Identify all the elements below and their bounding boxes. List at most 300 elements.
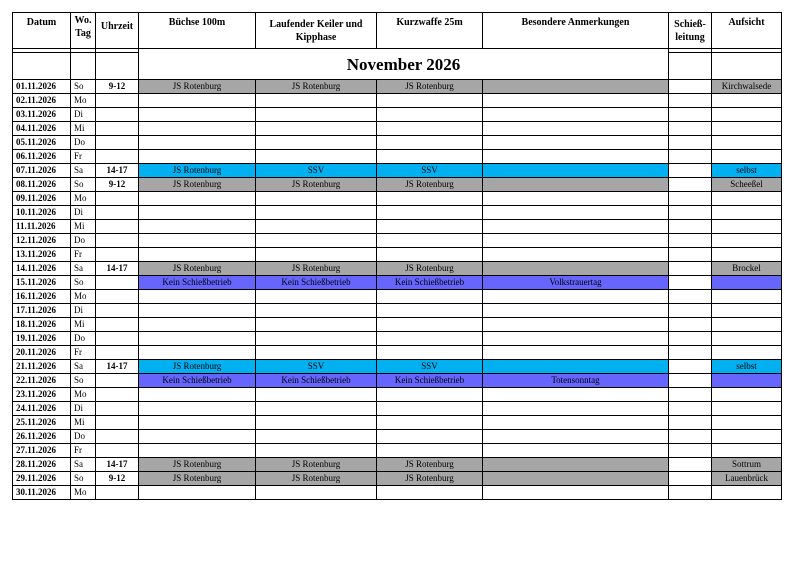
table-row bbox=[13, 332, 782, 346]
cell-buechse bbox=[139, 136, 256, 150]
cell-aufsicht bbox=[712, 122, 782, 136]
cell-leitung bbox=[669, 416, 712, 430]
cell-zeit bbox=[96, 108, 139, 122]
cell-datum: 27.11.2026 bbox=[13, 444, 71, 458]
cell-leitung bbox=[669, 192, 712, 206]
header-kurzwaffe: Kurzwaffe 25m bbox=[377, 13, 483, 49]
cell-zeit bbox=[96, 234, 139, 248]
cell-datum: 17.11.2026 bbox=[13, 304, 71, 318]
cell-anm bbox=[483, 486, 669, 500]
table-row bbox=[13, 234, 782, 248]
cell-datum: 07.11.2026 bbox=[13, 164, 71, 178]
cell-buechse: JS Rotenburg bbox=[139, 164, 256, 178]
cell-tag: Mi bbox=[71, 416, 96, 430]
cell-buechse bbox=[139, 234, 256, 248]
cell-aufsicht bbox=[712, 136, 782, 150]
table-row bbox=[13, 360, 782, 374]
cell-buechse bbox=[139, 192, 256, 206]
table-row bbox=[13, 178, 782, 192]
cell-zeit bbox=[96, 430, 139, 444]
cell-buechse bbox=[139, 108, 256, 122]
cell-buechse bbox=[139, 248, 256, 262]
cell-kurz bbox=[377, 416, 483, 430]
cell-anm bbox=[483, 318, 669, 332]
cell-tag: So bbox=[71, 374, 96, 388]
cell-leitung bbox=[669, 122, 712, 136]
table-row bbox=[13, 262, 782, 276]
cell-zeit: 14-17 bbox=[96, 164, 139, 178]
cell-anm: Totensonntag bbox=[483, 374, 669, 388]
cell-tag: Di bbox=[71, 402, 96, 416]
cell-aufsicht bbox=[712, 192, 782, 206]
cell-zeit bbox=[96, 220, 139, 234]
header-datum: Datum bbox=[13, 13, 71, 49]
cell-keiler: SSV bbox=[256, 360, 377, 374]
cell-leitung bbox=[669, 234, 712, 248]
table-row bbox=[13, 402, 782, 416]
cell-keiler bbox=[256, 122, 377, 136]
cell-keiler: SSV bbox=[256, 164, 377, 178]
cell-keiler bbox=[256, 430, 377, 444]
cell-zeit bbox=[96, 150, 139, 164]
cell-leitung bbox=[669, 178, 712, 192]
cell-buechse bbox=[139, 94, 256, 108]
cell-tag: Mo bbox=[71, 192, 96, 206]
cell-zeit bbox=[96, 318, 139, 332]
cell-keiler bbox=[256, 192, 377, 206]
cell-aufsicht: Brockel bbox=[712, 262, 782, 276]
cell-datum: 09.11.2026 bbox=[13, 192, 71, 206]
cell-zeit bbox=[96, 486, 139, 500]
cell-aufsicht bbox=[712, 402, 782, 416]
cell-buechse: Kein Schießbetrieb bbox=[139, 374, 256, 388]
cell-zeit bbox=[96, 374, 139, 388]
cell-zeit bbox=[96, 248, 139, 262]
cell-datum: 03.11.2026 bbox=[13, 108, 71, 122]
table-row bbox=[13, 472, 782, 486]
cell-leitung bbox=[669, 164, 712, 178]
cell-tag: Mi bbox=[71, 122, 96, 136]
cell-tag: Fr bbox=[71, 248, 96, 262]
cell-kurz bbox=[377, 430, 483, 444]
cell-keiler bbox=[256, 444, 377, 458]
cell-leitung bbox=[669, 136, 712, 150]
cell-aufsicht bbox=[712, 374, 782, 388]
cell-anm bbox=[483, 444, 669, 458]
cell-buechse bbox=[139, 206, 256, 220]
cell-zeit bbox=[96, 192, 139, 206]
table-row bbox=[13, 318, 782, 332]
cell-kurz bbox=[377, 248, 483, 262]
cell-anm bbox=[483, 164, 669, 178]
cell-datum: 10.11.2026 bbox=[13, 206, 71, 220]
cell-buechse bbox=[139, 220, 256, 234]
cell-tag: Do bbox=[71, 234, 96, 248]
cell-zeit bbox=[96, 388, 139, 402]
table-row bbox=[13, 206, 782, 220]
cell-tag: Fr bbox=[71, 346, 96, 360]
cell-datum: 05.11.2026 bbox=[13, 136, 71, 150]
cell-aufsicht: selbst bbox=[712, 164, 782, 178]
cell-buechse: JS Rotenburg bbox=[139, 262, 256, 276]
cell-leitung bbox=[669, 304, 712, 318]
cell-aufsicht bbox=[712, 486, 782, 500]
cell-anm bbox=[483, 206, 669, 220]
cell-datum: 16.11.2026 bbox=[13, 290, 71, 304]
cell-kurz bbox=[377, 444, 483, 458]
cell-kurz bbox=[377, 486, 483, 500]
cell-aufsicht bbox=[712, 108, 782, 122]
cell-leitung bbox=[669, 80, 712, 94]
cell-aufsicht bbox=[712, 234, 782, 248]
cell-anm bbox=[483, 122, 669, 136]
cell-buechse bbox=[139, 332, 256, 346]
header-wotag: Wo. Tag bbox=[71, 13, 96, 49]
table-row bbox=[13, 290, 782, 304]
cell-anm bbox=[483, 360, 669, 374]
cell-kurz: JS Rotenburg bbox=[377, 262, 483, 276]
cell-anm bbox=[483, 346, 669, 360]
table-row bbox=[13, 458, 782, 472]
cell-datum: 29.11.2026 bbox=[13, 472, 71, 486]
cell-zeit bbox=[96, 402, 139, 416]
cell-tag: So bbox=[71, 276, 96, 290]
cell-kurz: JS Rotenburg bbox=[377, 472, 483, 486]
cell-zeit bbox=[96, 290, 139, 304]
cell-leitung bbox=[669, 388, 712, 402]
cell-kurz bbox=[377, 388, 483, 402]
cell-anm bbox=[483, 416, 669, 430]
cell-datum: 08.11.2026 bbox=[13, 178, 71, 192]
cell-datum: 01.11.2026 bbox=[13, 80, 71, 94]
cell-leitung bbox=[669, 346, 712, 360]
cell-leitung bbox=[669, 290, 712, 304]
cell-buechse: Kein Schießbetrieb bbox=[139, 276, 256, 290]
cell-zeit bbox=[96, 122, 139, 136]
table-row bbox=[13, 122, 782, 136]
cell-leitung bbox=[669, 220, 712, 234]
cell-anm bbox=[483, 388, 669, 402]
cell-tag: Sa bbox=[71, 262, 96, 276]
cell-buechse bbox=[139, 430, 256, 444]
cell-kurz bbox=[377, 290, 483, 304]
cell-buechse bbox=[139, 304, 256, 318]
cell-anm bbox=[483, 150, 669, 164]
table-row bbox=[13, 486, 782, 500]
cell-keiler: Kein Schießbetrieb bbox=[256, 276, 377, 290]
cell-zeit bbox=[96, 332, 139, 346]
table-row bbox=[13, 304, 782, 318]
cell-anm bbox=[483, 136, 669, 150]
cell-datum: 15.11.2026 bbox=[13, 276, 71, 290]
cell-anm bbox=[483, 430, 669, 444]
cell-kurz bbox=[377, 150, 483, 164]
cell-leitung bbox=[669, 374, 712, 388]
cell-aufsicht bbox=[712, 332, 782, 346]
cell-aufsicht: Sottrum bbox=[712, 458, 782, 472]
cell-datum: 13.11.2026 bbox=[13, 248, 71, 262]
cell-keiler bbox=[256, 332, 377, 346]
cell-anm: Volkstrauertag bbox=[483, 276, 669, 290]
cell-keiler bbox=[256, 248, 377, 262]
cell-kurz: SSV bbox=[377, 164, 483, 178]
cell-datum: 11.11.2026 bbox=[13, 220, 71, 234]
cell-kurz bbox=[377, 304, 483, 318]
table-row bbox=[13, 150, 782, 164]
table-row bbox=[13, 220, 782, 234]
cell-tag: Mo bbox=[71, 486, 96, 500]
cell-tag: Sa bbox=[71, 164, 96, 178]
cell-anm bbox=[483, 472, 669, 486]
cell-keiler: JS Rotenburg bbox=[256, 178, 377, 192]
cell-kurz bbox=[377, 206, 483, 220]
cell-keiler: JS Rotenburg bbox=[256, 262, 377, 276]
cell-keiler bbox=[256, 220, 377, 234]
cell-anm bbox=[483, 108, 669, 122]
cell-keiler bbox=[256, 402, 377, 416]
cell-kurz bbox=[377, 192, 483, 206]
cell-keiler: Kein Schießbetrieb bbox=[256, 374, 377, 388]
cell-datum: 04.11.2026 bbox=[13, 122, 71, 136]
cell-tag: Sa bbox=[71, 360, 96, 374]
cell-aufsicht bbox=[712, 444, 782, 458]
cell-datum: 28.11.2026 bbox=[13, 458, 71, 472]
cell-keiler: JS Rotenburg bbox=[256, 472, 377, 486]
cell-datum: 20.11.2026 bbox=[13, 346, 71, 360]
cell-anm bbox=[483, 262, 669, 276]
cell-buechse bbox=[139, 150, 256, 164]
cell-kurz: JS Rotenburg bbox=[377, 458, 483, 472]
cell-aufsicht bbox=[712, 304, 782, 318]
cell-anm bbox=[483, 178, 669, 192]
cell-zeit bbox=[96, 94, 139, 108]
table-row bbox=[13, 164, 782, 178]
cell-zeit bbox=[96, 346, 139, 360]
cell-aufsicht bbox=[712, 430, 782, 444]
cell-tag: Fr bbox=[71, 150, 96, 164]
cell-leitung bbox=[669, 458, 712, 472]
cell-leitung bbox=[669, 360, 712, 374]
cell-anm bbox=[483, 332, 669, 346]
cell-leitung bbox=[669, 472, 712, 486]
cell-leitung bbox=[669, 206, 712, 220]
cell-zeit bbox=[96, 136, 139, 150]
cell-tag: Do bbox=[71, 430, 96, 444]
cell-keiler bbox=[256, 234, 377, 248]
cell-anm bbox=[483, 402, 669, 416]
cell-aufsicht: selbst bbox=[712, 360, 782, 374]
cell-kurz bbox=[377, 94, 483, 108]
cell-buechse bbox=[139, 486, 256, 500]
cell-buechse bbox=[139, 346, 256, 360]
cell-keiler bbox=[256, 150, 377, 164]
cell-buechse: JS Rotenburg bbox=[139, 360, 256, 374]
cell-tag: Di bbox=[71, 108, 96, 122]
cell-buechse bbox=[139, 444, 256, 458]
cell-kurz: JS Rotenburg bbox=[377, 80, 483, 94]
cell-aufsicht bbox=[712, 248, 782, 262]
cell-tag: Fr bbox=[71, 444, 96, 458]
cell-keiler: JS Rotenburg bbox=[256, 80, 377, 94]
cell-tag: Di bbox=[71, 304, 96, 318]
cell-kurz: Kein Schießbetrieb bbox=[377, 276, 483, 290]
table-row bbox=[13, 192, 782, 206]
cell-datum: 21.11.2026 bbox=[13, 360, 71, 374]
header-uhrzeit: Uhrzeit bbox=[96, 13, 139, 49]
cell-kurz bbox=[377, 108, 483, 122]
table-row bbox=[13, 388, 782, 402]
month-title: November 2026 bbox=[139, 49, 669, 80]
cell-aufsicht bbox=[712, 150, 782, 164]
cell-tag: So bbox=[71, 472, 96, 486]
cell-anm bbox=[483, 458, 669, 472]
cell-aufsicht bbox=[712, 416, 782, 430]
cell-aufsicht bbox=[712, 290, 782, 304]
cell-leitung bbox=[669, 332, 712, 346]
cell-tag: Sa bbox=[71, 458, 96, 472]
cell-datum: 18.11.2026 bbox=[13, 318, 71, 332]
cell-zeit bbox=[96, 206, 139, 220]
cell-keiler bbox=[256, 346, 377, 360]
cell-datum: 12.11.2026 bbox=[13, 234, 71, 248]
cell-kurz bbox=[377, 318, 483, 332]
cell-tag: Do bbox=[71, 332, 96, 346]
cell-leitung bbox=[669, 94, 712, 108]
cell-datum: 25.11.2026 bbox=[13, 416, 71, 430]
cell-keiler bbox=[256, 318, 377, 332]
cell-zeit bbox=[96, 304, 139, 318]
cell-anm bbox=[483, 248, 669, 262]
cell-anm bbox=[483, 192, 669, 206]
table-row bbox=[13, 416, 782, 430]
cell-aufsicht bbox=[712, 318, 782, 332]
cell-tag: So bbox=[71, 178, 96, 192]
cell-leitung bbox=[669, 318, 712, 332]
cell-buechse bbox=[139, 290, 256, 304]
cell-buechse bbox=[139, 388, 256, 402]
cell-aufsicht bbox=[712, 388, 782, 402]
cell-keiler bbox=[256, 486, 377, 500]
cell-kurz: Kein Schießbetrieb bbox=[377, 374, 483, 388]
table-row bbox=[13, 80, 782, 94]
cell-buechse bbox=[139, 122, 256, 136]
cell-anm bbox=[483, 234, 669, 248]
cell-keiler bbox=[256, 388, 377, 402]
table-row bbox=[13, 374, 782, 388]
cell-aufsicht bbox=[712, 206, 782, 220]
cell-datum: 14.11.2026 bbox=[13, 262, 71, 276]
cell-aufsicht bbox=[712, 276, 782, 290]
cell-kurz bbox=[377, 332, 483, 346]
cell-aufsicht: Kirchwalsede bbox=[712, 80, 782, 94]
cell-zeit: 9-12 bbox=[96, 80, 139, 94]
cell-zeit: 14-17 bbox=[96, 458, 139, 472]
table-row bbox=[13, 444, 782, 458]
cell-tag: Do bbox=[71, 136, 96, 150]
cell-buechse bbox=[139, 318, 256, 332]
cell-buechse: JS Rotenburg bbox=[139, 178, 256, 192]
table-row bbox=[13, 94, 782, 108]
cell-anm bbox=[483, 304, 669, 318]
header-buechse: Büchse 100m bbox=[139, 13, 256, 49]
header-row bbox=[13, 13, 782, 49]
header-anmerkungen: Besondere Anmerkungen bbox=[483, 13, 669, 49]
cell-buechse: JS Rotenburg bbox=[139, 458, 256, 472]
cell-kurz bbox=[377, 402, 483, 416]
cell-anm bbox=[483, 220, 669, 234]
cell-leitung bbox=[669, 430, 712, 444]
cell-buechse bbox=[139, 402, 256, 416]
cell-buechse: JS Rotenburg bbox=[139, 80, 256, 94]
table-row bbox=[13, 108, 782, 122]
cell-keiler: JS Rotenburg bbox=[256, 458, 377, 472]
schedule-table bbox=[12, 12, 782, 500]
cell-aufsicht bbox=[712, 220, 782, 234]
cell-leitung bbox=[669, 402, 712, 416]
cell-datum: 02.11.2026 bbox=[13, 94, 71, 108]
cell-keiler bbox=[256, 136, 377, 150]
cell-zeit: 9-12 bbox=[96, 178, 139, 192]
cell-kurz bbox=[377, 234, 483, 248]
cell-zeit: 14-17 bbox=[96, 360, 139, 374]
cell-keiler bbox=[256, 304, 377, 318]
cell-aufsicht bbox=[712, 346, 782, 360]
cell-kurz bbox=[377, 346, 483, 360]
cell-datum: 22.11.2026 bbox=[13, 374, 71, 388]
cell-tag: Mi bbox=[71, 220, 96, 234]
cell-buechse bbox=[139, 416, 256, 430]
cell-leitung bbox=[669, 276, 712, 290]
cell-keiler bbox=[256, 108, 377, 122]
table-row bbox=[13, 276, 782, 290]
cell-aufsicht bbox=[712, 94, 782, 108]
table-row bbox=[13, 430, 782, 444]
cell-keiler bbox=[256, 206, 377, 220]
cell-datum: 30.11.2026 bbox=[13, 486, 71, 500]
cell-tag: So bbox=[71, 80, 96, 94]
cell-leitung bbox=[669, 150, 712, 164]
table-row bbox=[13, 136, 782, 150]
cell-kurz: SSV bbox=[377, 360, 483, 374]
table-row bbox=[13, 248, 782, 262]
days-body bbox=[13, 80, 782, 500]
cell-tag: Mo bbox=[71, 388, 96, 402]
cell-tag: Mo bbox=[71, 290, 96, 304]
cell-zeit bbox=[96, 416, 139, 430]
cell-kurz bbox=[377, 122, 483, 136]
header-schiessleitung: Schieß-leitung bbox=[669, 13, 712, 49]
cell-anm bbox=[483, 290, 669, 304]
cell-datum: 06.11.2026 bbox=[13, 150, 71, 164]
cell-leitung bbox=[669, 248, 712, 262]
cell-aufsicht: Scheeßel bbox=[712, 178, 782, 192]
cell-datum: 26.11.2026 bbox=[13, 430, 71, 444]
cell-keiler bbox=[256, 290, 377, 304]
cell-datum: 19.11.2026 bbox=[13, 332, 71, 346]
cell-tag: Di bbox=[71, 206, 96, 220]
cell-anm bbox=[483, 80, 669, 94]
cell-kurz bbox=[377, 136, 483, 150]
cell-datum: 23.11.2026 bbox=[13, 388, 71, 402]
cell-aufsicht: Lauenbrück bbox=[712, 472, 782, 486]
cell-leitung bbox=[669, 108, 712, 122]
cell-leitung bbox=[669, 444, 712, 458]
cell-buechse: JS Rotenburg bbox=[139, 472, 256, 486]
cell-tag: Mo bbox=[71, 94, 96, 108]
header-aufsicht: Aufsicht bbox=[712, 13, 782, 49]
header-keiler: Laufender Keiler und Kipphase bbox=[256, 13, 377, 49]
cell-leitung bbox=[669, 486, 712, 500]
